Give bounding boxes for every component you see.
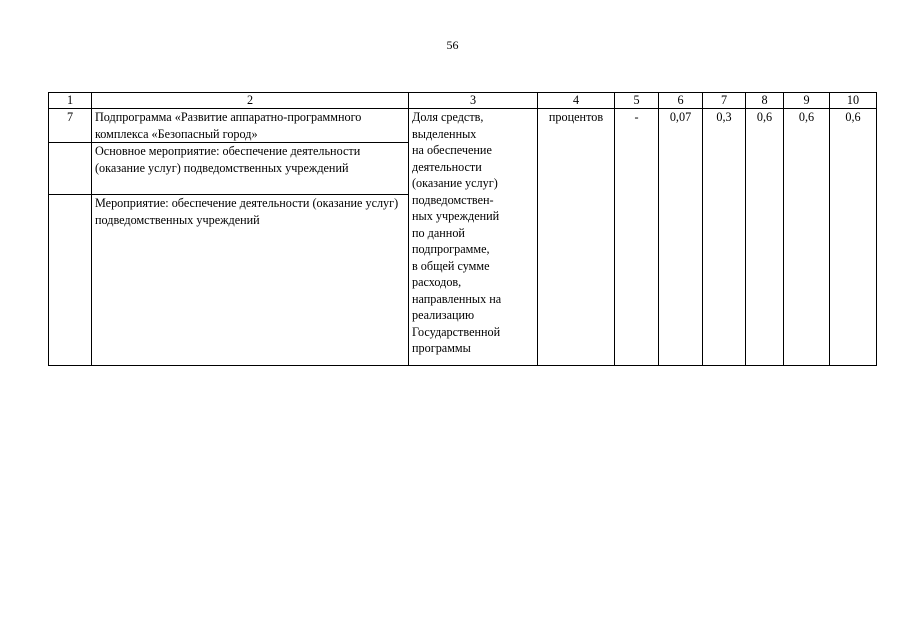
column-header: 1: [49, 93, 92, 109]
indicator-line: Государственной: [412, 324, 501, 339]
indicator-line: Доля средств,: [412, 110, 484, 124]
unit-of-measure: процентов: [538, 109, 615, 366]
value-col-5: -: [615, 109, 659, 366]
value-col-6: 0,07: [659, 109, 703, 366]
indicator-table: [48, 92, 877, 366]
indicator-line: реализацию: [412, 308, 475, 322]
table-row: [49, 109, 877, 143]
indicator-line: подпрограмме,: [412, 242, 490, 256]
indicator-line: направленных на: [412, 291, 502, 306]
column-header: 4: [538, 93, 615, 109]
value-col-7: 0,3: [703, 109, 746, 366]
indicator-line: деятельности: [412, 159, 482, 174]
indicator-line: по данной: [412, 225, 465, 240]
activity-name: Мероприятие: обеспечение деятельности (оказание услуг) подведомственных учреждений: [92, 195, 409, 366]
indicator-line: ных учреждений: [412, 209, 500, 223]
column-header: 8: [746, 93, 784, 109]
page-number: 56: [446, 38, 459, 52]
indicator-line: выделенных: [412, 126, 477, 141]
row-number: 7: [49, 109, 92, 143]
column-header: 5: [615, 93, 659, 109]
value-col-8: 0,6: [746, 109, 784, 366]
column-header: 3: [409, 93, 538, 109]
value-col-10: 0,6: [830, 109, 877, 366]
indicator-line: на обеспечение: [412, 143, 492, 157]
column-header: 10: [830, 93, 877, 109]
value-col-9: 0,6: [784, 109, 830, 366]
indicator-line: расходов,: [412, 275, 462, 289]
indicator-line: в общей сумме: [412, 258, 490, 273]
column-header: 2: [92, 93, 409, 109]
indicator-name: [409, 109, 538, 366]
indicator-line: (оказание услуг): [412, 176, 498, 190]
indicator-line: программы: [412, 341, 471, 355]
indicator-line: подведомствен-: [412, 192, 494, 207]
subprogram-name: Подпрограмма «Развитие аппаратно-программного комплекса «Безопасный город»: [92, 109, 409, 143]
column-header: 6: [659, 93, 703, 109]
column-number-row: [49, 93, 877, 109]
main-activity-name: Основное мероприятие: обеспечение деятельности (оказание услуг) подведомственных учреждений: [92, 143, 409, 195]
row-number-empty: [49, 143, 92, 195]
column-header: 7: [703, 93, 746, 109]
column-header: 9: [784, 93, 830, 109]
row-number-empty: [49, 195, 92, 366]
